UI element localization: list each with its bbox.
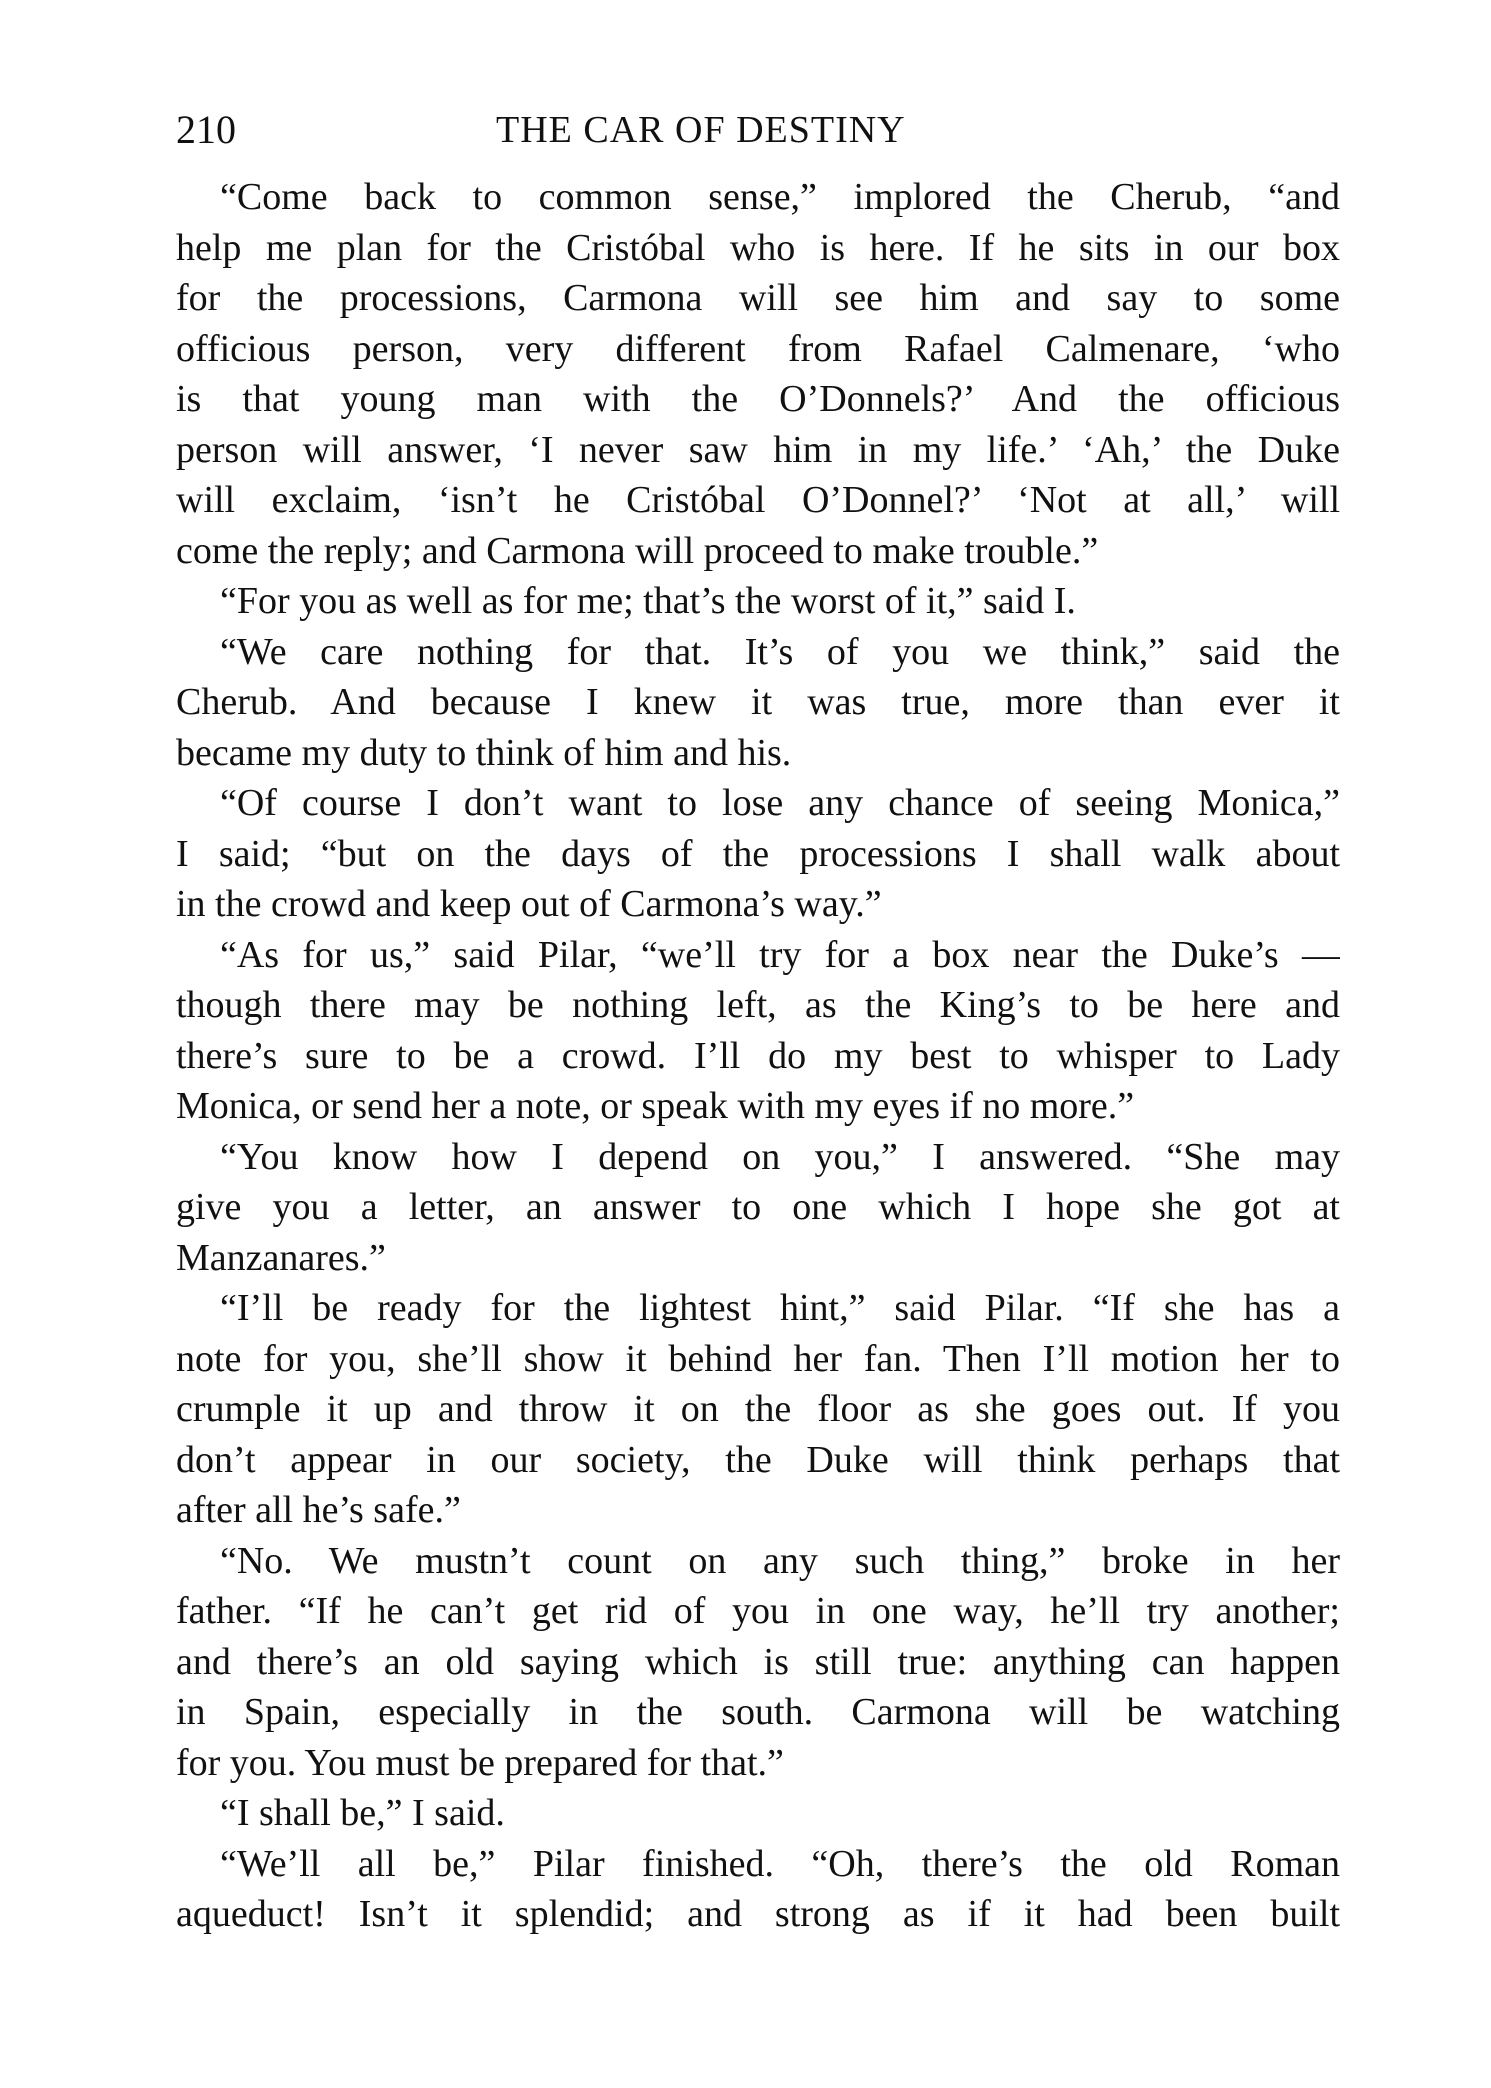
text-line: “You know how I depend on you,” I answered. “She may (220, 1135, 1340, 1178)
text-line: in Spain, especially in the south. Carmona will be watching (176, 1691, 1340, 1733)
text-line: “I shall be,” I said. (220, 1792, 505, 1834)
text-line: person will answer, ‘I never saw him in my life.’ ‘Ah,’ the Duke (176, 428, 1340, 471)
text-line: will exclaim, ‘isn’t he Cristóbal O’Donnel?’ ‘Not at all,’ will (176, 479, 1340, 521)
text-line: “We’ll all be,” Pilar finished. “Oh, there’s the old Roman (220, 1842, 1340, 1885)
text-line: and there’s an old saying which is still true: anything can happen (176, 1640, 1340, 1683)
text-line: after all he’s safe.” (176, 1489, 461, 1531)
text-line: help me plan for the Cristóbal who is here. If he sits in our box (176, 226, 1340, 269)
page-header (176, 100, 1340, 160)
text-line: Manzanares.” (176, 1236, 386, 1279)
page-number: 210 (176, 107, 236, 152)
text-line: father. “If he can’t get rid of you in one way, he’ll try another; (176, 1590, 1340, 1632)
text-line: “Come back to common sense,” implored the Cherub, “and (220, 176, 1340, 218)
text-line: for the processions, Carmona will see him and say to some (176, 277, 1340, 319)
text-line: aqueduct! Isn’t it splendid; and strong as if it had been built (176, 1893, 1340, 1935)
text-line: give you a letter, an answer to one which I hope she got at (176, 1186, 1340, 1228)
text-line: Cherub. And because I knew it was true, more than ever it (176, 681, 1340, 723)
text-line: come the reply; and Carmona will proceed to make trouble.” (176, 529, 1099, 572)
text-line: is that young man with the O’Donnels?’ And the officious (176, 378, 1340, 420)
text-line: “I’ll be ready for the lightest hint,” said Pilar. “If she has a (220, 1287, 1340, 1329)
text-line: don’t appear in our society, the Duke will think perhaps that (176, 1438, 1340, 1481)
text-line: crumple it up and throw it on the floor as she goes out. If you (176, 1388, 1340, 1430)
text-line: became my duty to think of him and his. (176, 731, 792, 774)
text-line: for you. You must be prepared for that.” (176, 1741, 784, 1784)
text-line: though there may be nothing left, as the King’s to be here and (176, 984, 1340, 1026)
text-line: I said; “but on the days of the processions I shall walk about (176, 832, 1340, 875)
text-line: Monica, or send her a note, or speak with my eyes if no more.” (176, 1085, 1135, 1127)
text-line: note for you, she’ll show it behind her fan. Then I’ll motion her to (176, 1337, 1340, 1380)
text-line: in the crowd and keep out of Carmona’s way.” (176, 883, 882, 925)
text-line: “We care nothing for that. It’s of you we think,” said the (220, 630, 1340, 673)
text-line: “Of course I don’t want to lose any chance of seeing Monica,” (220, 782, 1340, 824)
body-text (176, 172, 1340, 1940)
text-line: “No. We mustn’t count on any such thing,” broke in her (220, 1539, 1340, 1582)
running-head: THE CAR OF DESTINY (496, 109, 906, 151)
text-line: there’s sure to be a crowd. I’ll do my best to whisper to Lady (176, 1034, 1340, 1077)
text-line: officious person, very different from Rafael Calmenare, ‘who (176, 327, 1340, 370)
text-line: “For you as well as for me; that’s the worst of it,” said I. (220, 580, 1076, 622)
text-line: “As for us,” said Pilar, “we’ll try for a box near the Duke’s — (220, 933, 1340, 976)
